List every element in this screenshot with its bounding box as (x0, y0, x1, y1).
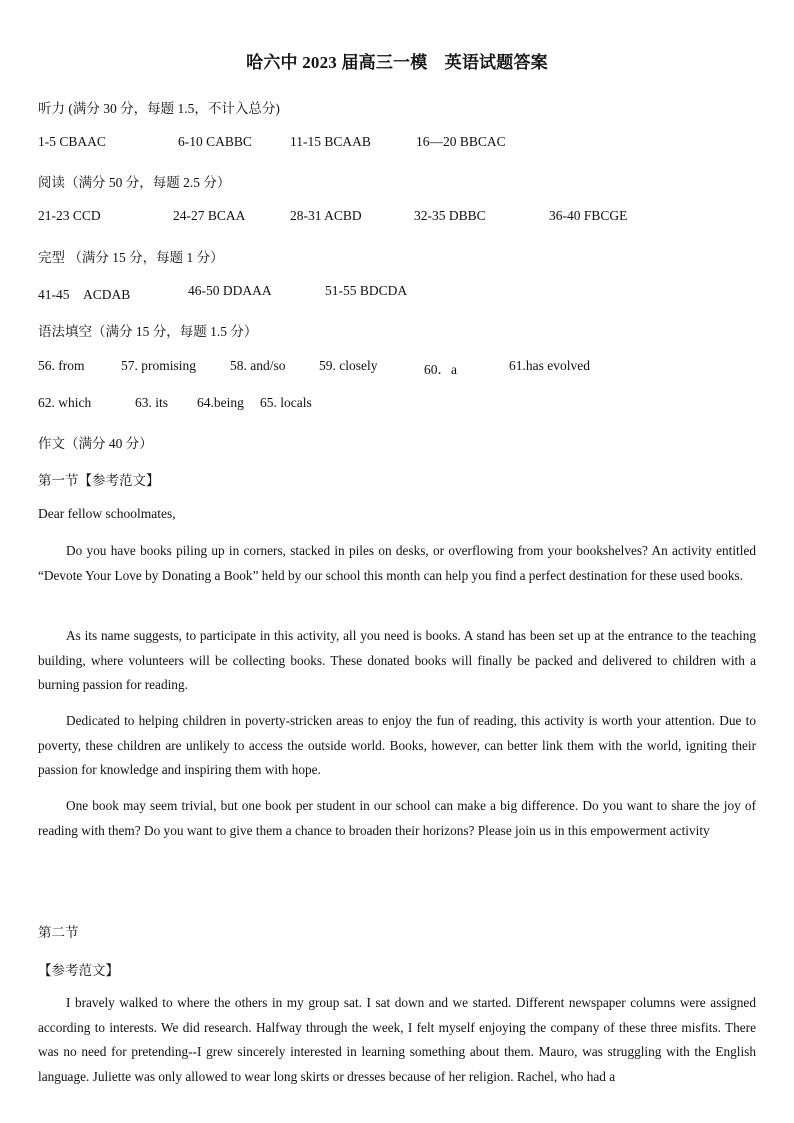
answer-item: 60．a (424, 362, 457, 377)
answer-group: 46-50 DDAAA (188, 283, 272, 298)
answer-group: 24-27 BCAA (173, 208, 246, 223)
essay-paragraph: As its name suggests, to participate in this activity, all you need is books. A stand has been set up at the entrance to the teaching building, where volunteers will be collecting books. These donated books will finally be packed and delivered to children with a burning passion for reading. (38, 628, 756, 692)
section2-subheading: 【参考范文】 (38, 963, 119, 978)
salutation: Dear fellow schoolmates, (38, 506, 176, 521)
reading-heading: 阅读（满分 50 分，每题 2.5 分） (38, 175, 231, 190)
section1-heading: 第一节【参考范文】 (38, 473, 160, 488)
answer-item: 65. locals (260, 395, 312, 410)
grammar-heading: 语法填空（满分 15 分，每题 1.5 分） (38, 324, 258, 339)
page-title: 哈六中 2023 届高三一模 英语试题答案 (246, 53, 548, 72)
answer-item: 61.has evolved (509, 358, 590, 373)
essay-paragraph: Dedicated to helping children in poverty-stricken areas to enjoy the fun of reading, this activity is worth your attention. Due to poverty, these children are unlikely to access the outside world. Books, however, can better link them with the world, igniting their passion for knowledge and inspiring them with hope. (38, 713, 756, 777)
answer-group: 32-35 DBBC (414, 208, 486, 223)
answer-item: 64.being (197, 395, 244, 410)
essay-paragraph: Do you have books piling up in corners, stacked in piles on desks, or overflowing from your bookshelves? An activity entitled “Devote Your Love by Donating a Book” held by our school this month can help you find a perfect destination for these used books. (38, 543, 756, 583)
answer-item: 59. closely (319, 358, 378, 373)
answer-group: 36-40 FBCGE (549, 208, 628, 223)
answer-item: 57. promising (121, 358, 197, 373)
answer-group: 6-10 CABBC (178, 134, 252, 149)
essay-paragraph: I bravely walked to where the others in my group sat. I sat down and we started. Different newspaper columns were assigned according to interests. We did research. Halfway through the week, I felt myself enjoying the company of these three misfits. There was no need for pretending--I grew sincerely interested in learning something about them. Mauro, was struggling with the English language. Juliette was only allowed to wear long skirts or dresses because of her religion. Rachel, who had a (38, 995, 756, 1084)
section2-heading: 第二节 (38, 925, 79, 940)
answer-group: 11-15 BCAAB (290, 134, 371, 149)
answer-group: 41-45 ACDAB (38, 287, 131, 302)
essay-paragraph: One book may seem trivial, but one book per student in our school can make a big difference. Do you want to share the joy of reading with them? Do you want to give them a chance to broaden their horizons? Please join us in this empowerment activity (38, 798, 756, 838)
answer-item: 56. from (38, 358, 85, 373)
answer-group: 51-55 BDCDA (325, 283, 408, 298)
answer-item: 63. its (135, 395, 169, 410)
listening-heading: 听力 (满分 30 分，每题 1.5，不计入总分) (38, 101, 280, 116)
answer-group: 28-31 ACBD (290, 208, 362, 223)
answer-group: 16—20 BBCAC (416, 134, 506, 149)
answer-group: 1-5 CBAAC (38, 134, 106, 149)
cloze-heading: 完型 （满分 15 分，每题 1 分） (38, 250, 224, 265)
writing-heading: 作文（满分 40 分） (38, 436, 153, 451)
answer-item: 58. and/so (230, 358, 286, 373)
answer-item: 62. which (38, 395, 92, 410)
answer-group: 21-23 CCD (38, 208, 101, 223)
